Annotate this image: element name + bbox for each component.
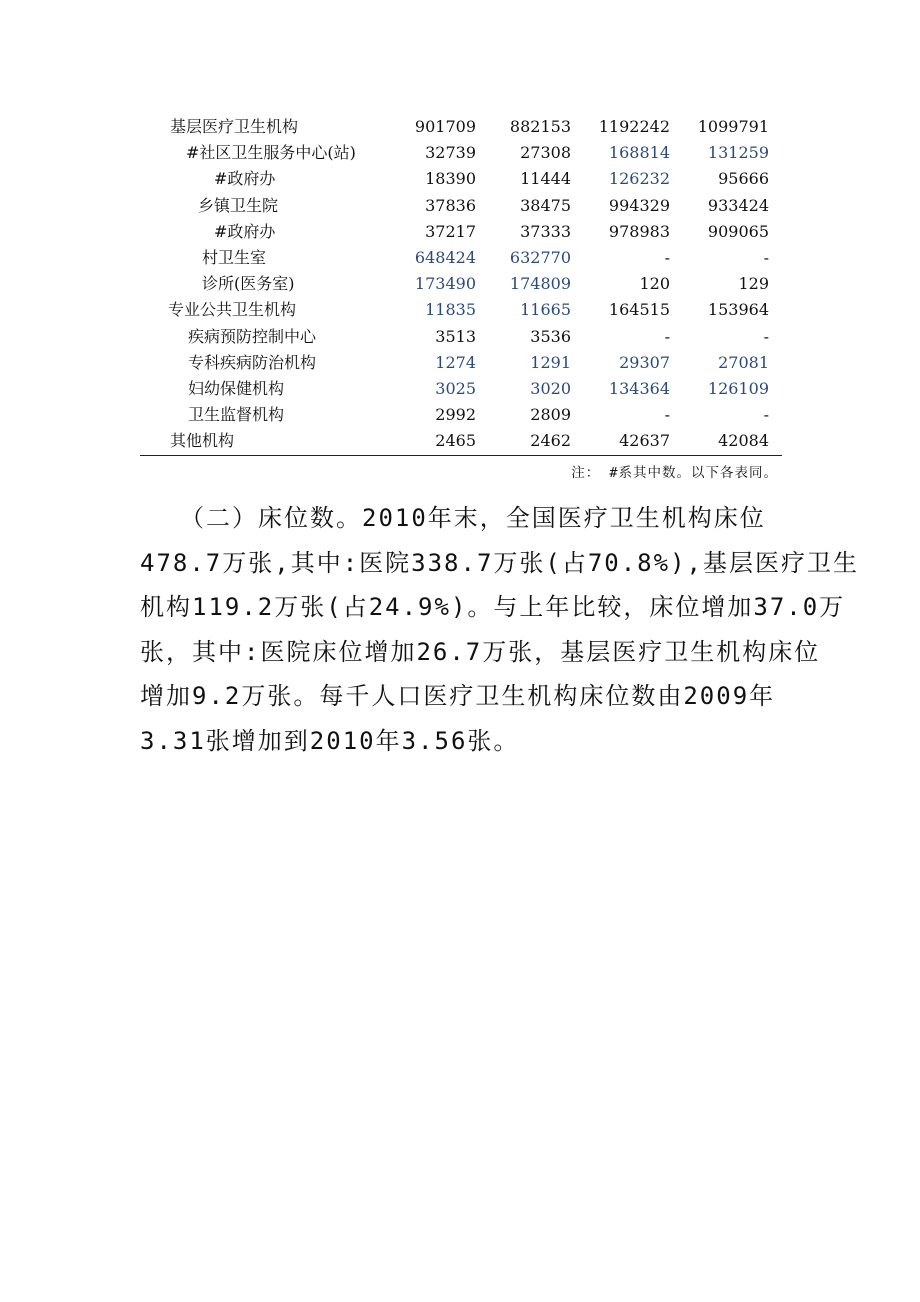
cell: 37836	[425, 195, 476, 215]
table-row	[140, 114, 782, 140]
cell: -	[664, 326, 670, 346]
cell: -	[664, 405, 670, 425]
row-label: 专业公共卫生机构	[168, 300, 297, 320]
paragraph-line: 机构119.2万张(占24.9%)。与上年比较，床位增加37.0万	[140, 593, 846, 622]
cell: 2462	[530, 431, 571, 451]
paragraph-line: 增加9.2万张。每千人口医疗卫生机构床位数由2009年	[140, 682, 776, 711]
cell: 2809	[530, 405, 571, 425]
cell: 3513	[435, 326, 476, 346]
cell: 42637	[619, 431, 670, 451]
cell: 153964	[707, 300, 769, 320]
cell: 648424	[414, 247, 476, 267]
cell: 29307	[619, 352, 670, 372]
cell: 38475	[520, 195, 571, 215]
cell: 120	[639, 274, 670, 294]
cell: -	[763, 326, 769, 346]
table-row	[140, 428, 782, 454]
cell: 37333	[520, 221, 571, 241]
cell: 126232	[608, 169, 670, 189]
cell: 1099791	[697, 117, 769, 136]
paragraph-line: 张，其中:医院床位增加26.7万张，基层医疗卫生机构床位	[140, 637, 821, 666]
cell: 978983	[608, 221, 670, 241]
paragraph-line: （二）床位数。2010年末，全国医疗卫生机构床位	[140, 504, 766, 532]
row-label: 疾病预防控制中心	[188, 326, 317, 346]
body-paragraph	[140, 496, 859, 764]
table-row	[140, 376, 782, 402]
table-row	[140, 350, 782, 376]
cell: 11444	[520, 169, 571, 189]
cell: 168814	[608, 143, 670, 163]
cell: 95666	[718, 169, 769, 189]
cell: 27308	[520, 143, 571, 163]
table-row	[140, 297, 782, 323]
cell: 882153	[509, 117, 571, 136]
table-row	[140, 193, 782, 219]
cell: 2465	[435, 431, 476, 451]
row-label: #社区卫生服务中心(站)	[186, 143, 356, 163]
paragraph-line: 3.31张增加到2010年3.56张。	[140, 726, 520, 755]
cell: 32739	[425, 143, 476, 163]
cell: 3536	[530, 326, 571, 346]
row-label: 诊所(医务室)	[202, 274, 295, 294]
table-row	[140, 166, 782, 192]
table-note: 注： #系其中数。以下各表同。	[571, 465, 778, 481]
table-row	[140, 271, 782, 297]
cell: 909065	[707, 221, 769, 241]
row-label: 卫生监督机构	[188, 405, 285, 425]
cell: 3020	[530, 378, 571, 398]
table-row	[140, 402, 782, 428]
table-row	[140, 245, 782, 271]
cell: 3025	[435, 378, 476, 398]
table-row	[140, 324, 782, 350]
cell: 134364	[608, 378, 670, 398]
cell: 1274	[435, 352, 476, 372]
cell: 164515	[608, 300, 670, 320]
cell: 126109	[707, 378, 769, 398]
cell: 2992	[435, 405, 476, 425]
cell: -	[763, 247, 769, 267]
cell: 173490	[414, 274, 476, 294]
row-label: 妇幼保健机构	[188, 378, 285, 398]
cell: 1291	[530, 352, 571, 372]
cell: 11835	[425, 300, 476, 320]
cell: 11665	[520, 300, 571, 320]
paragraph-line: 478.7万张,其中:医院338.7万张(占70.8%),基层医疗卫生	[140, 548, 859, 577]
row-label: 村卫生室	[202, 247, 267, 267]
cell: 174809	[509, 274, 571, 294]
cell: 933424	[707, 195, 769, 215]
row-label: 专科疾病防治机构	[188, 352, 317, 372]
cell: 901709	[414, 117, 476, 136]
cell: -	[664, 247, 670, 267]
cell: 42084	[718, 431, 769, 451]
cell: 994329	[608, 195, 670, 215]
statistics-table	[140, 114, 782, 454]
cell: 632770	[509, 247, 571, 267]
row-label: 基层医疗卫生机构	[170, 117, 299, 136]
row-label: #政府办	[214, 169, 276, 189]
cell: 1192242	[598, 117, 670, 136]
cell: 27081	[718, 352, 769, 372]
row-label: #政府办	[214, 221, 276, 241]
cell: 37217	[425, 221, 476, 241]
cell: 18390	[425, 169, 476, 189]
cell: 131259	[707, 143, 769, 163]
row-label: 其他机构	[170, 431, 235, 451]
cell: -	[763, 405, 769, 425]
cell: 129	[738, 274, 769, 294]
table-row	[140, 219, 782, 245]
row-label: 乡镇卫生院	[198, 195, 279, 215]
table-row	[140, 140, 782, 166]
table-bottom-rule	[140, 455, 782, 456]
